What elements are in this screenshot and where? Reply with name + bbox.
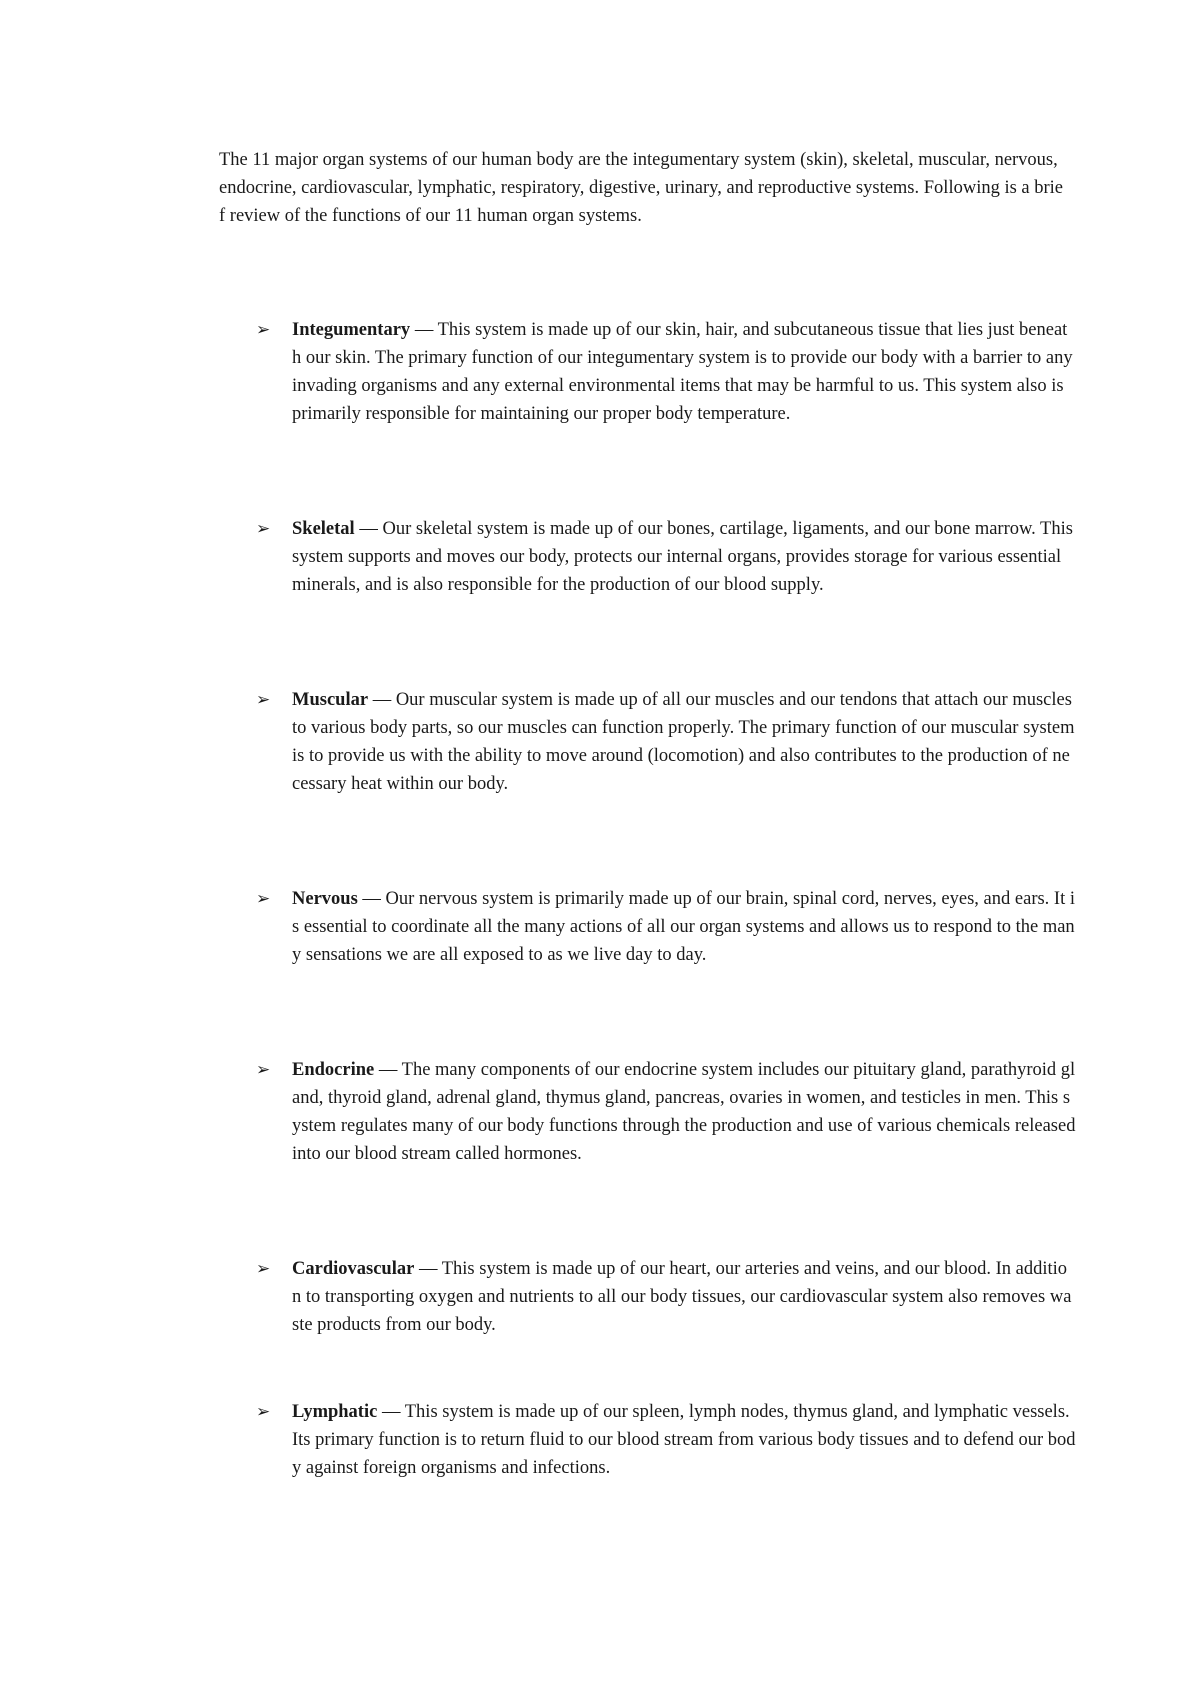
system-description: This system is made up of our heart, our arteries and veins, and our blood. In addition to transporting oxygen and nutrients to all our body tissues, our cardiovascular system also removes waste products from our body. — [292, 1259, 1072, 1335]
term-separator: — — [354, 519, 383, 539]
list-item-skeletal — [256, 515, 1076, 599]
list-item-integumentary — [256, 316, 1076, 428]
list-item-text — [292, 1255, 1076, 1339]
system-description: This system is made up of our spleen, lymph nodes, thymus gland, and lymphatic vessels. Its primary function is to return fluid to our blood stream from various body tissues and to defend our body against foreign organisms and infections. — [292, 1402, 1076, 1478]
system-description: Our muscular system is made up of all our muscles and our tendons that attach our muscles to various body parts, so our muscles can function properly. The primary function of our muscular system is to provide us with the ability to move around (locomotion) and also contributes to the production of necessary heat within our body. — [292, 690, 1075, 794]
system-term: Endocrine — [292, 1060, 375, 1080]
system-term: Integumentary — [292, 320, 411, 340]
arrowhead-bullet-icon: ➢ — [256, 320, 271, 340]
list-item-lymphatic — [256, 1398, 1076, 1482]
list-item-text — [292, 515, 1076, 599]
arrowhead-bullet-icon: ➢ — [256, 690, 271, 710]
term-separator: — — [410, 320, 438, 340]
list-item-endocrine — [256, 1056, 1076, 1168]
list-item-text — [292, 1398, 1076, 1482]
list-item-text — [292, 885, 1076, 969]
system-description: Our skeletal system is made up of our bones, cartilage, ligaments, and our bone marrow. This system supports and moves our body, protects our internal organs, provides storage for various essential minerals, and is also responsible for the production of our blood supply. — [292, 519, 1073, 595]
term-separator: — — [377, 1402, 405, 1422]
term-separator: — — [368, 690, 396, 710]
list-item-text — [292, 686, 1076, 798]
intro-paragraph: The 11 major organ systems of our human body are the integumentary system (skin), skeletal, muscular, nervous, endocrine, cardiovascular, lymphatic, respiratory, digestive, urinary, and reproductive systems. Following is a brief review of the functions of our 11 human organ systems. — [219, 150, 1064, 226]
system-description: The many components of our endocrine system includes our pituitary gland, parathyroid gland, thyroid gland, adrenal gland, thymus gland, pancreas, ovaries in women, and testicles in men. This system regulates many of our body functions through the production and use of various chemicals released into our blood stream called hormones. — [292, 1060, 1076, 1164]
term-separator: — — [414, 1259, 442, 1279]
list-item-nervous — [256, 885, 1076, 969]
system-term: Skeletal — [292, 519, 355, 539]
system-term: Cardiovascular — [292, 1259, 415, 1279]
arrowhead-bullet-icon: ➢ — [256, 1259, 271, 1279]
arrowhead-bullet-icon: ➢ — [256, 519, 271, 539]
arrowhead-bullet-icon: ➢ — [256, 889, 271, 909]
arrowhead-bullet-icon: ➢ — [256, 1060, 271, 1080]
system-description: This system is made up of our skin, hair, and subcutaneous tissue that lies just beneath our skin. The primary function of our integumentary system is to provide our body with a barrier to any invading organisms and any external environmental items that may be harmful to us. This system also is primarily responsible for maintaining our proper body temperature. — [292, 320, 1073, 424]
arrowhead-bullet-icon: ➢ — [256, 1402, 271, 1422]
system-description: Our nervous system is primarily made up of our brain, spinal cord, nerves, eyes, and ears. It is essential to coordinate all the many actions of all our organ systems and allows us to respond to the many sensations we are all exposed to as we live day to day. — [292, 889, 1075, 965]
system-term: Muscular — [292, 690, 369, 710]
list-item-text — [292, 316, 1076, 428]
term-separator: — — [357, 889, 386, 909]
list-item-cardiovascular — [256, 1255, 1076, 1339]
system-term: Nervous — [292, 889, 358, 909]
term-separator: — — [374, 1060, 402, 1080]
list-item-text — [292, 1056, 1076, 1168]
list-item-muscular — [256, 686, 1076, 798]
system-term: Lymphatic — [292, 1402, 378, 1422]
